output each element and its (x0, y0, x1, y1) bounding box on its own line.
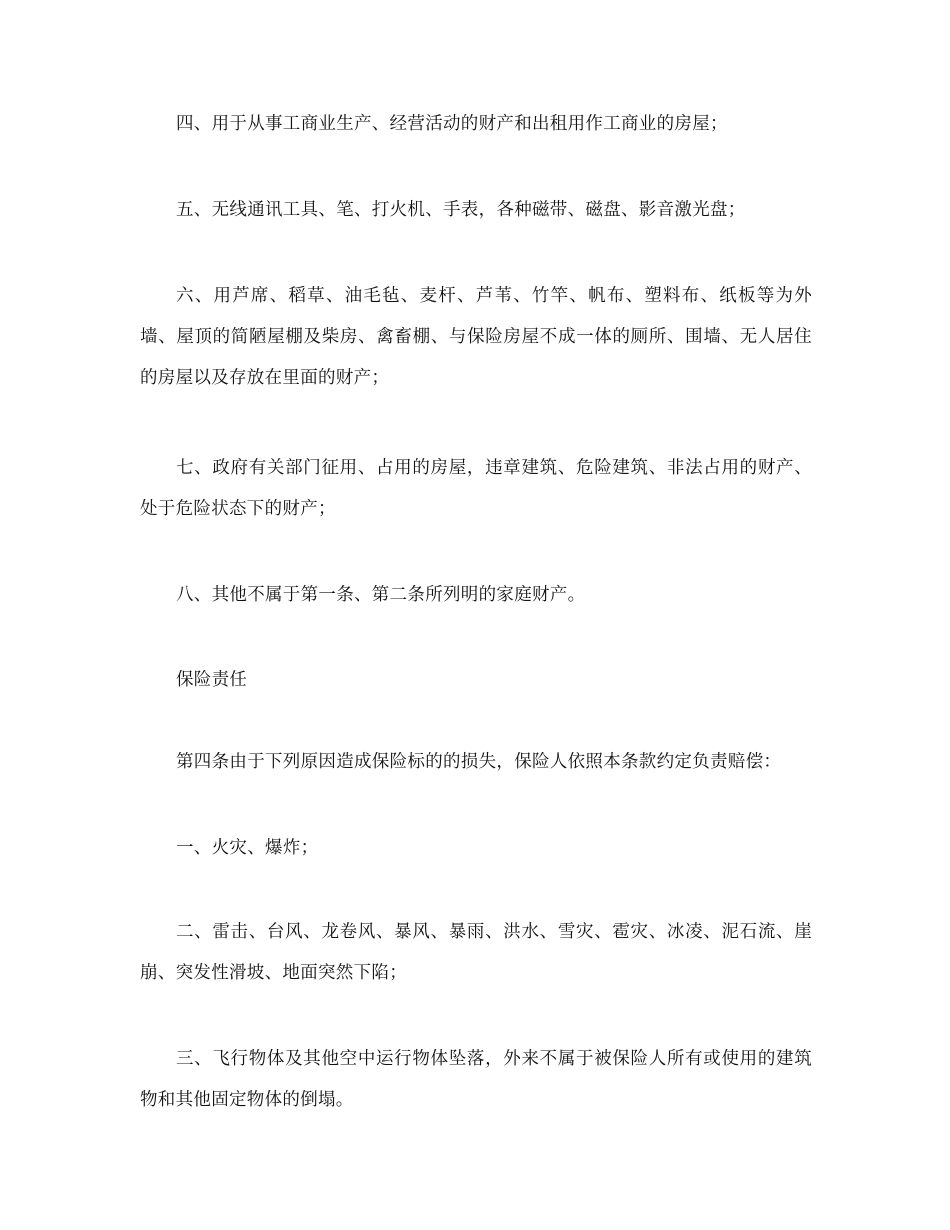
paragraph-item-6: 六、用芦席、稻草、油毛毡、麦杆、芦苇、竹竿、帆布、塑料布、纸板等为外墙、屋顶的简陋屋棚及柴房、禽畜棚、与保险房屋不成一体的厕所、围墙、无人居住的房屋以及存放在里面的财产； (140, 286, 812, 388)
paragraph-item-5: 五、无线通讯工具、笔、打火机、手表，各种磁带、磁盘、影音激光盘； (176, 200, 746, 220)
liability-item-1: 一、火灾、爆炸； (176, 838, 319, 858)
article-four: 第四条由于下列原因造成保险标的的损失，保险人依照本条款约定负责赔偿： (176, 752, 782, 772)
paragraph-item-4: 四、用于从事工商业生产、经营活动的财产和出租用作工商业的房屋； (176, 114, 728, 134)
liability-item-3: 三、飞行物体及其他空中运行物体坠落，外来不属于被保险人所有或使用的建筑物和其他固定物体的倒塌。 (140, 1049, 812, 1110)
paragraph-item-8: 八、其他不属于第一条、第二条所列明的家庭财产。 (176, 585, 586, 605)
section-heading: 保险责任 (176, 670, 248, 690)
paragraph-item-7: 七、政府有关部门征用、占用的房屋，违章建筑、危险建筑、非法占用的财产、处于危险状态下的财产； (140, 458, 812, 519)
liability-item-2: 二、雷击、台风、龙卷风、暴风、暴雨、洪水、雪灾、雹灾、冰凌、泥石流、崖崩、突发性滑坡、地面突然下陷； (140, 922, 812, 983)
